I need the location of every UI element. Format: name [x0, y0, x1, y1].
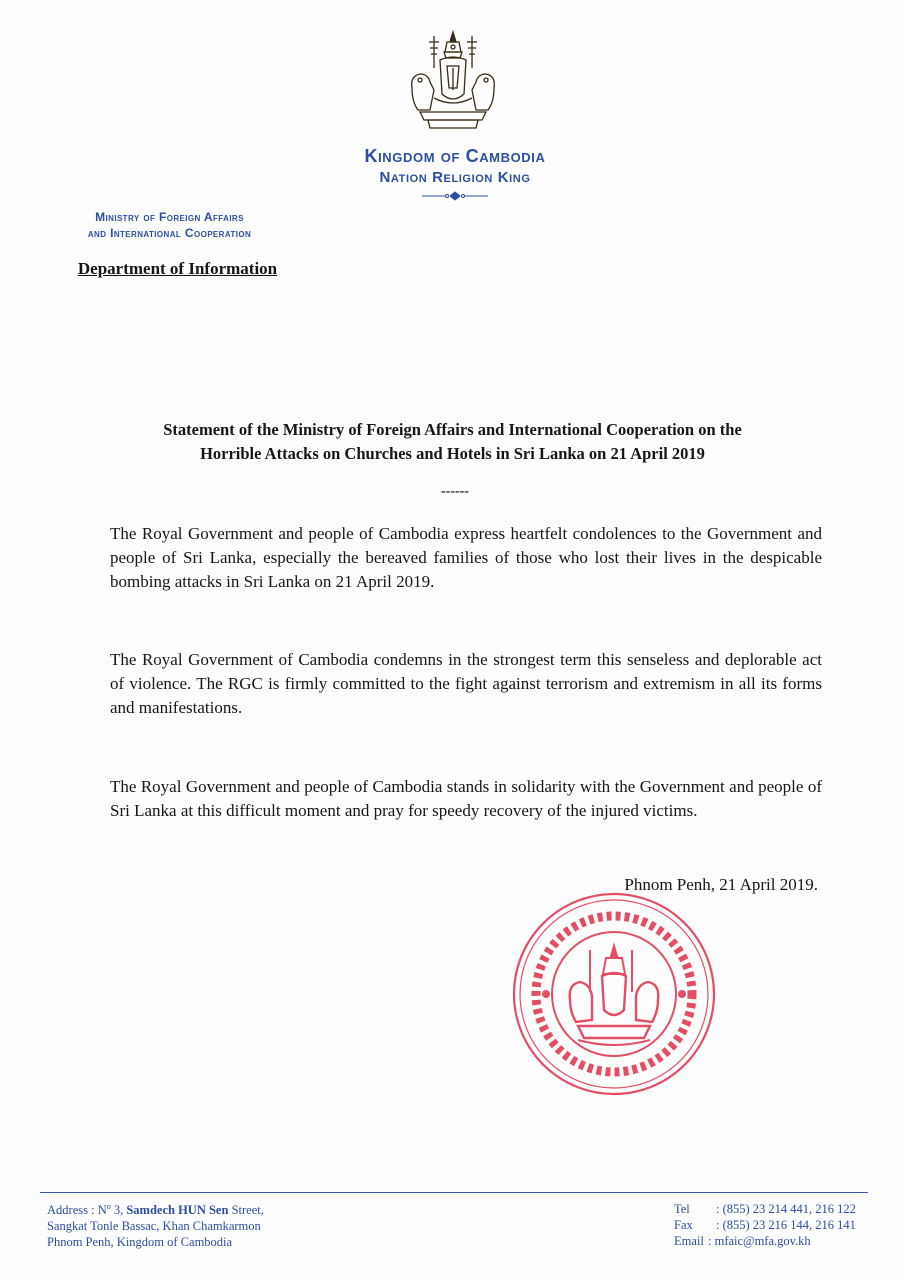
- royal-coat-of-arms-emblem: [400, 28, 506, 134]
- fax-value: : (855) 23 216 144, 216 141: [716, 1218, 856, 1232]
- statement-title-line-1: Statement of the Ministry of Foreign Affairs and International Cooperation on the: [163, 420, 742, 439]
- paragraph-solidarity: The Royal Government and people of Cambodia stands in solidarity with the Government and people of Sri Lanka at this difficult moment and pray for speedy recovery of the injured victims.: [110, 777, 822, 820]
- tel-label: Tel: [674, 1202, 690, 1216]
- address-street-suffix: Street,: [228, 1203, 264, 1218]
- divider-ornament-icon: [420, 191, 490, 201]
- kingdom-heading: Kingdom of Cambodia: [364, 146, 546, 166]
- address-street-name: Samdech HUN Sen: [126, 1203, 229, 1218]
- department-title: Department of Information: [77, 259, 278, 278]
- statement-title-line-2: Horrible Attacks on Churches and Hotels in Sri Lanka on 21 April 2019: [200, 444, 705, 463]
- place-and-date: Phnom Penh, 21 April 2019.: [624, 875, 818, 894]
- email-row: [674, 1233, 874, 1249]
- address-number-sup: o: [106, 1202, 111, 1211]
- address-prefix: Address : N: [47, 1203, 107, 1218]
- fax-row: [674, 1217, 874, 1233]
- footer-address: [47, 1199, 407, 1250]
- paragraph-condolences: The Royal Government and people of Cambodia express heartfelt condolences to the Government and people of Sri Lanka, especially the bereaved families of those who lost their lives in the despicable bombing attacks in Sri Lanka on 21 April 2019.: [110, 524, 822, 591]
- email-value[interactable]: : mfaic@mfa.gov.kh: [708, 1234, 811, 1248]
- footer-contact: [674, 1201, 874, 1249]
- address-line-1: [47, 1199, 407, 1218]
- address-line-2: Sangkat Tonle Bassac, Khan Chamkarmon: [47, 1219, 261, 1234]
- paragraph-condemnation: The Royal Government of Cambodia condemns in the strongest term this senseless and deplorable act of violence. The RGC is firmly committed to the fight against terrorism and extremism in all its forms and manifestations.: [110, 650, 822, 717]
- national-motto: Nation Religion King: [379, 169, 531, 186]
- ministry-name: [42, 209, 297, 241]
- address-line-3: Phnom Penh, Kingdom of Cambodia: [47, 1235, 233, 1250]
- fax-label: Fax: [674, 1218, 693, 1232]
- address-number: 3,: [110, 1203, 127, 1218]
- title-separator: ------: [441, 484, 469, 499]
- footer-divider: [40, 1192, 868, 1193]
- statement-title: [120, 418, 785, 466]
- ministry-line-2: and International Cooperation: [87, 226, 252, 240]
- tel-row: [674, 1201, 874, 1217]
- email-label: Email: [674, 1234, 704, 1248]
- official-seal-stamp-icon: [508, 888, 720, 1100]
- tel-value: : (855) 23 214 441, 216 122: [716, 1202, 856, 1216]
- ministry-line-1: Ministry of Foreign Affairs: [95, 210, 244, 224]
